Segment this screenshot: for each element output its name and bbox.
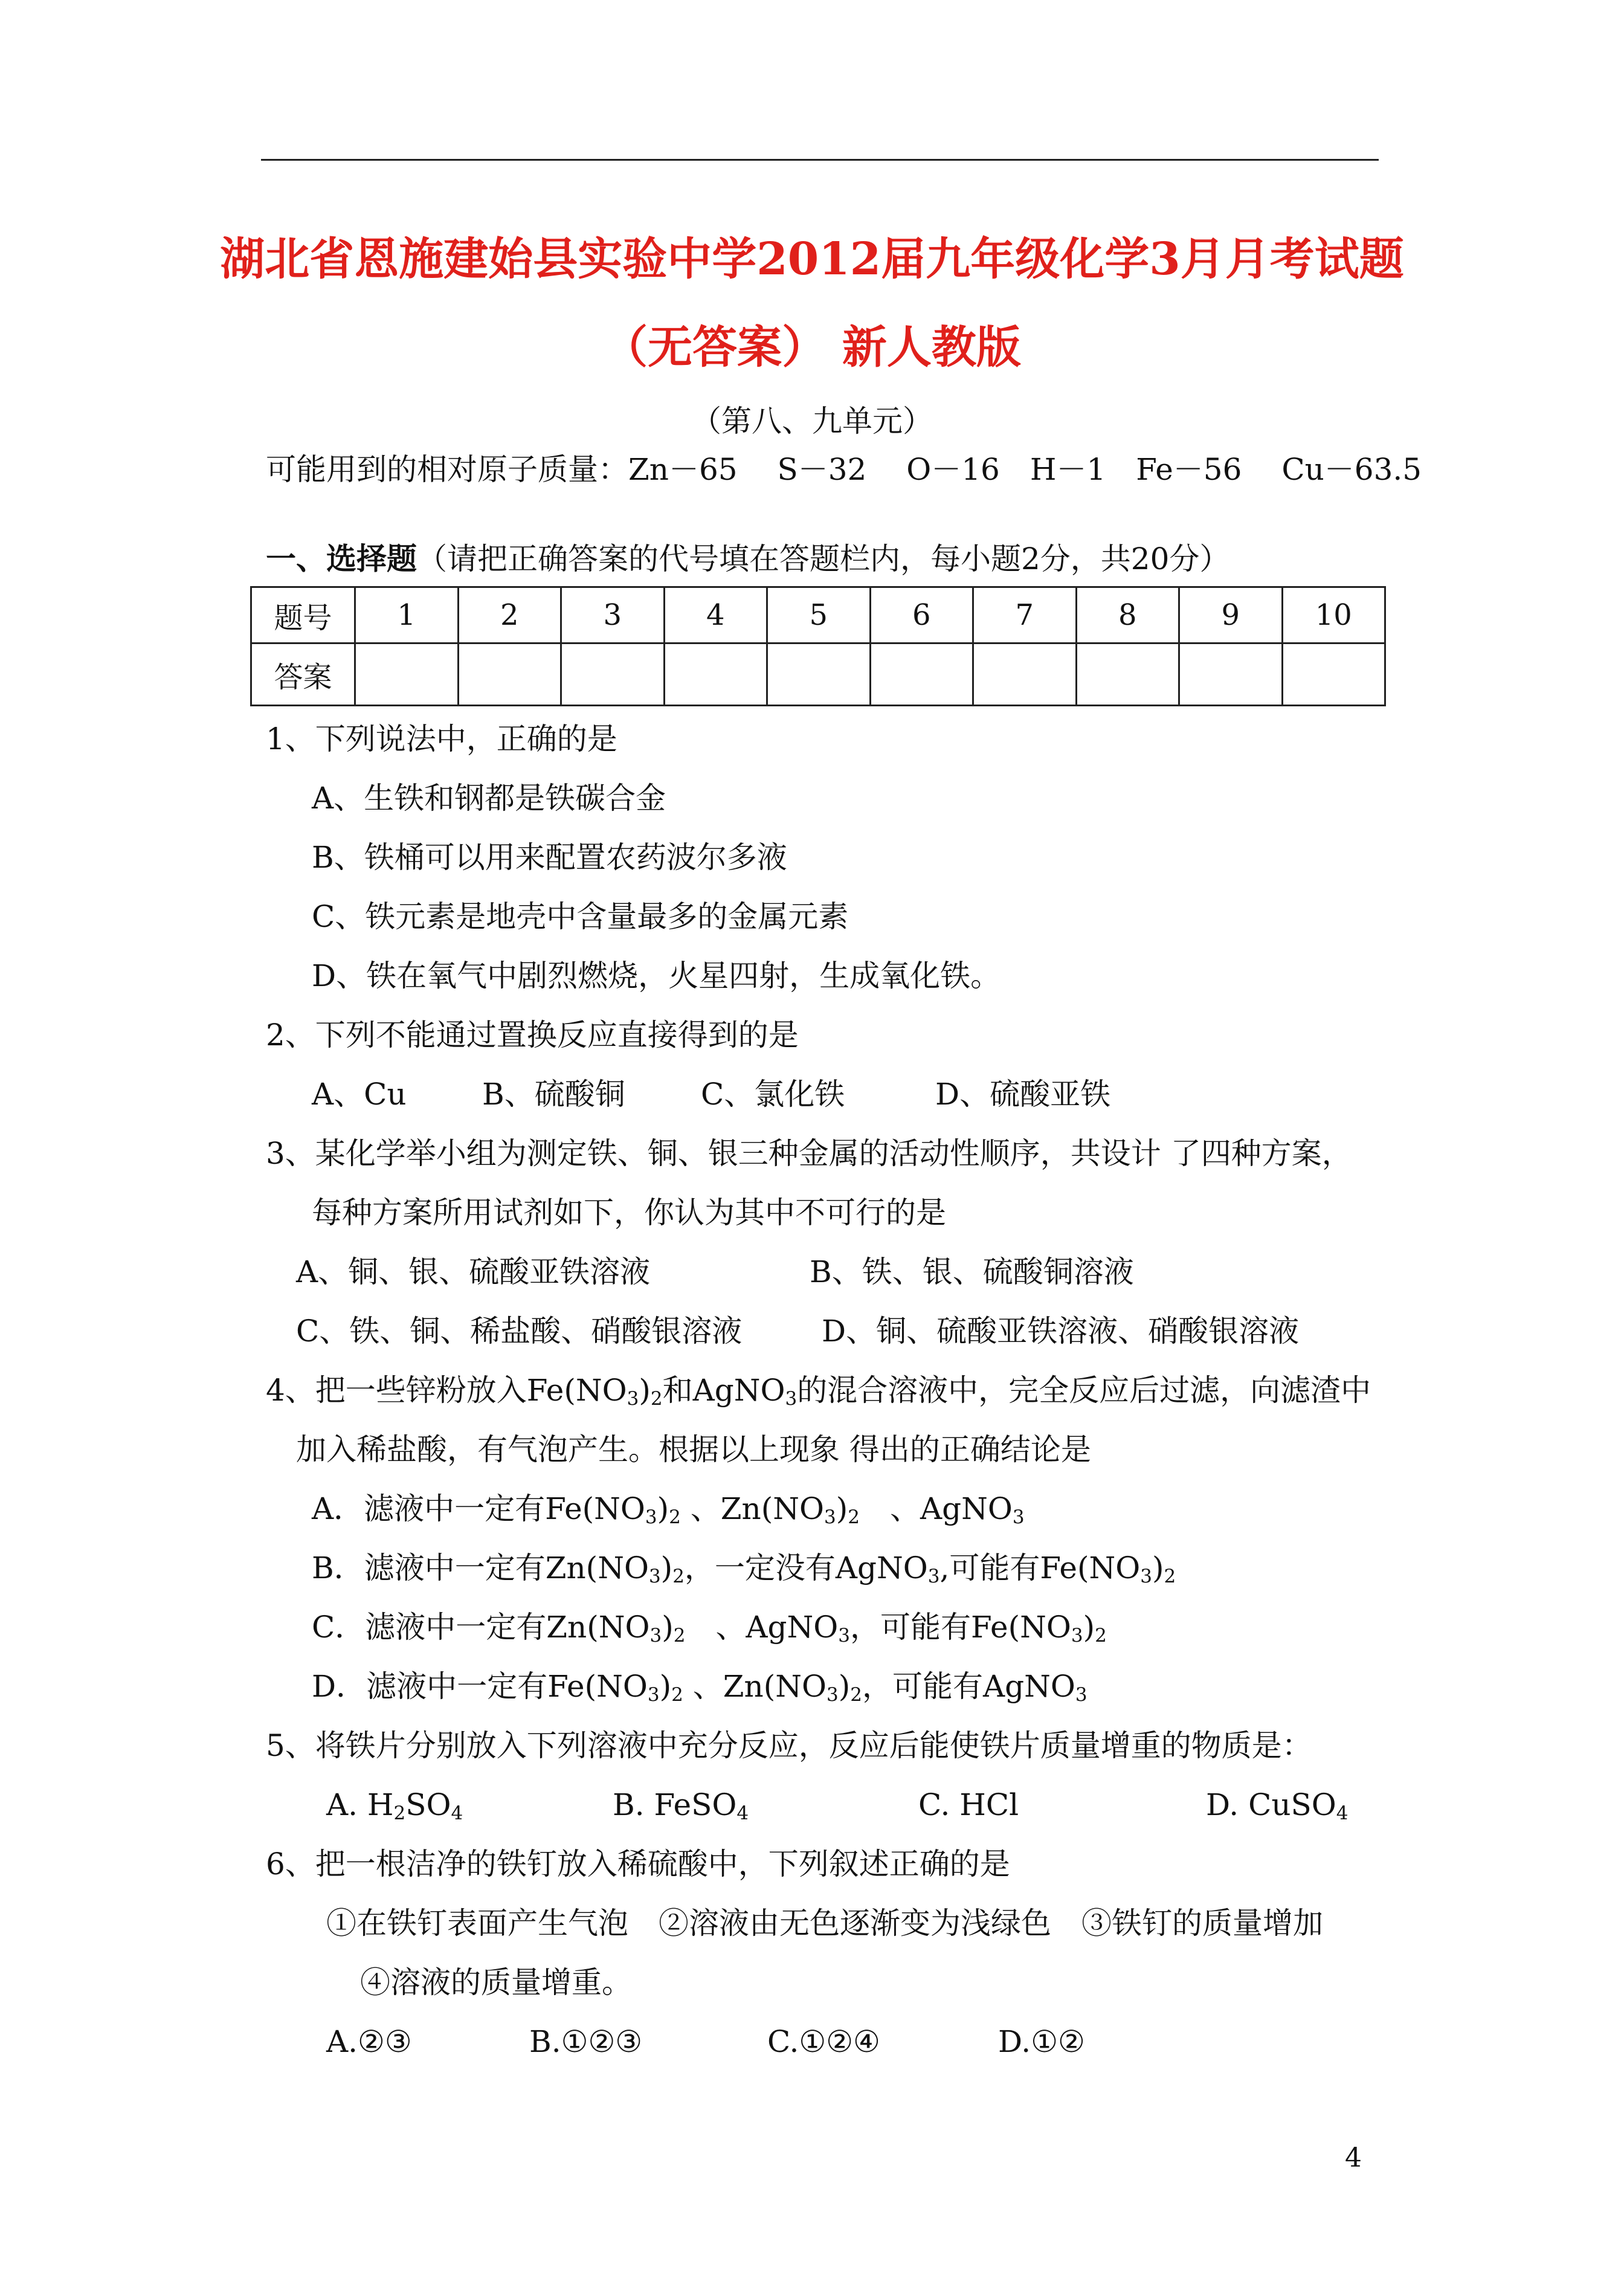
subscript: 3 — [1071, 1624, 1083, 1647]
q6-option-d: D.①② — [998, 2024, 1085, 2059]
q4-text: ，可能有AgNO — [862, 1669, 1075, 1704]
page-number: 4 — [1345, 2143, 1362, 2173]
answer-table-row2-label: 答案 — [251, 643, 355, 706]
q5-option-d — [1206, 1787, 1348, 1824]
answer-table — [250, 586, 1386, 706]
subscript: 2 — [850, 1683, 862, 1706]
subscript: 4 — [736, 1802, 749, 1824]
atomic-mass-line: 可能用到的相对原子质量：Zn－65 S－32 O－16 H－1 Fe－56 Cu－63.5 — [266, 452, 1422, 487]
q4-stem-line1 — [266, 1373, 1371, 1410]
answer-cell[interactable] — [1076, 643, 1179, 706]
q2-option-b: B、硫酸铜 — [482, 1077, 625, 1112]
q4-stem-line2: 加入稀盐酸，有气泡产生。根据以上现象 得出的正确结论是 — [296, 1432, 1091, 1467]
subscript: 2 — [673, 1624, 686, 1647]
question-number-cell: 1 — [355, 587, 459, 643]
subscript: 3 — [648, 1565, 661, 1587]
section1-heading: 一、选择题 — [266, 541, 417, 576]
subscript: 3 — [1012, 1506, 1025, 1528]
q4-option-b — [312, 1550, 1176, 1587]
q2-option-a: A、Cu — [312, 1077, 407, 1112]
q1-stem: 1、下列说法中，正确的是 — [266, 721, 617, 756]
subscript: 2 — [669, 1506, 681, 1528]
q1-option-b: B、铁桶可以用来配置农药波尔多液 — [312, 840, 787, 875]
q3-stem-line1: 3、某化学举小组为测定铁、铜、银三种金属的活动性顺序，共设计 了四种方案， — [266, 1136, 1352, 1171]
q4-text: ，可能有Fe(NO — [850, 1610, 1071, 1645]
q4-text: ,可能有Fe(NO — [939, 1550, 1141, 1585]
q6-option-c: C.①②④ — [767, 2024, 880, 2059]
answer-cell[interactable] — [973, 643, 1077, 706]
q4-text: A．滤液中一定有Fe(NO — [312, 1491, 645, 1526]
q4-text: ) — [639, 1373, 651, 1408]
answer-cell[interactable] — [458, 643, 561, 706]
question-number-cell: 8 — [1076, 587, 1179, 643]
q4-text: ) — [1083, 1610, 1095, 1645]
subscript: 2 — [1095, 1624, 1107, 1647]
question-number-cell: 7 — [973, 587, 1077, 643]
q6-stem: 6、把一根洁净的铁钉放入稀硫酸中，下列叙述正确的是 — [266, 1847, 1010, 1882]
question-number-cell: 4 — [664, 587, 767, 643]
subscript: 3 — [1140, 1565, 1152, 1587]
q4-option-d — [312, 1669, 1088, 1706]
subscript: 3 — [647, 1683, 660, 1706]
unit-subtitle: （第八、九单元） — [691, 404, 933, 439]
document-title-line2: （无答案） 新人教版 — [603, 321, 1021, 373]
question-number-cell: 6 — [870, 587, 973, 643]
q6-option-b: B.①②③ — [529, 2024, 643, 2059]
answer-cell[interactable] — [1179, 643, 1283, 706]
section1-heading-line — [266, 541, 1230, 576]
q4-option-a — [312, 1491, 1025, 1528]
q3-stem-line2: 每种方案所用试剂如下，你认为其中不可行的是 — [312, 1195, 946, 1230]
subscript: 4 — [1336, 1802, 1348, 1824]
document-title-line1: 湖北省恩施建始县实验中学2012届九年级化学3月月考试题 — [220, 233, 1404, 285]
q2-stem: 2、下列不能通过置换反应直接得到的是 — [266, 1018, 799, 1053]
q1-option-a: A、生铁和钢都是铁碳合金 — [312, 781, 666, 816]
q4-text: ) — [836, 1491, 848, 1526]
answer-cell[interactable] — [870, 643, 973, 706]
q5-option-b — [613, 1787, 749, 1824]
subscript: 3 — [838, 1624, 851, 1647]
q4-text: C．滤液中一定有Zn(NO — [312, 1610, 650, 1645]
q4-text: ) — [838, 1669, 851, 1704]
q5-option-c: C. HCl — [918, 1787, 1019, 1822]
q5-text: D. CuSO — [1206, 1787, 1336, 1822]
answer-cell[interactable] — [355, 643, 459, 706]
q5-text: B. FeSO — [613, 1787, 737, 1822]
q4-text: ，一定没有AgNO — [684, 1550, 928, 1585]
q2-option-d: D、硫酸亚铁 — [935, 1077, 1111, 1112]
q4-text: 4、把一些锌粉放入Fe(NO — [266, 1373, 627, 1408]
answer-cell[interactable] — [664, 643, 767, 706]
subscript: 2 — [393, 1802, 406, 1824]
q4-text: ) — [659, 1669, 672, 1704]
q4-text: ) — [657, 1491, 669, 1526]
q2-option-c: C、氯化铁 — [701, 1077, 845, 1112]
q4-text: 、AgNO — [715, 1610, 839, 1645]
q3-option-c: C、铁、铜、稀盐酸、硝酸银溶液 — [296, 1314, 743, 1349]
q4-text: 、Zn(NO — [690, 1491, 824, 1526]
subscript: 2 — [1164, 1565, 1176, 1587]
q4-text: 的混合溶液中，完全反应后过滤，向滤渣中 — [797, 1373, 1371, 1408]
answer-table-header-row — [251, 587, 1385, 643]
subscript: 2 — [671, 1683, 683, 1706]
subscript: 2 — [848, 1506, 860, 1528]
subscript: 3 — [1075, 1683, 1088, 1706]
q4-text: ) — [660, 1550, 673, 1585]
subscript: 2 — [672, 1565, 685, 1587]
answer-cell[interactable] — [1282, 643, 1385, 706]
q6-option-a: A.②③ — [326, 2024, 412, 2059]
q4-text: 和AgNO — [662, 1373, 785, 1408]
q5-option-a — [326, 1787, 463, 1824]
subscript: 3 — [824, 1506, 836, 1528]
q4-option-c — [312, 1610, 1107, 1647]
q5-stem: 5、将铁片分别放入下列溶液中充分反应，反应后能使铁片质量增重的物质是： — [266, 1728, 1312, 1763]
header-rule — [261, 159, 1379, 161]
subscript: 3 — [649, 1624, 662, 1647]
q3-option-b: B、铁、银、硫酸铜溶液 — [810, 1254, 1134, 1289]
answer-table-answer-row — [251, 643, 1385, 706]
subscript: 2 — [650, 1387, 663, 1410]
question-number-cell: 9 — [1179, 587, 1283, 643]
q4-text: 、AgNO — [889, 1491, 1013, 1526]
q4-text: 、Zn(NO — [692, 1669, 826, 1704]
answer-cell[interactable] — [767, 643, 871, 706]
q3-option-d: D、铜、硫酸亚铁溶液、硝酸银溶液 — [822, 1314, 1300, 1349]
subscript: 3 — [785, 1387, 798, 1410]
q5-text: A. H — [326, 1787, 394, 1822]
q1-option-c: C、铁元素是地壳中含量最多的金属元素 — [312, 899, 849, 934]
question-number-cell: 10 — [1282, 587, 1385, 643]
question-number-cell: 5 — [767, 587, 871, 643]
section1-instruction: （请把正确答案的代号填在答题栏内，每小题2分，共20分） — [417, 541, 1230, 576]
subscript: 4 — [451, 1802, 463, 1824]
q4-text: B．滤液中一定有Zn(NO — [312, 1550, 649, 1585]
subscript: 3 — [826, 1683, 839, 1706]
q5-text: SO — [405, 1787, 451, 1822]
q4-text: ) — [662, 1610, 674, 1645]
q6-statements-line2: ④溶液的质量增重。 — [360, 1965, 632, 2000]
answer-table-row1-label: 题号 — [251, 587, 355, 643]
subscript: 3 — [645, 1506, 657, 1528]
q4-text: ) — [1152, 1550, 1164, 1585]
subscript: 3 — [627, 1387, 639, 1410]
q3-option-a: A、铜、银、硫酸亚铁溶液 — [296, 1254, 651, 1289]
q4-text: D．滤液中一定有Fe(NO — [312, 1669, 648, 1704]
question-number-cell: 3 — [561, 587, 665, 643]
q6-statements-line1: ①在铁钉表面产生气泡 ②溶液由无色逐渐变为浅绿色 ③铁钉的质量增加 — [326, 1906, 1323, 1941]
answer-cell[interactable] — [561, 643, 665, 706]
question-number-cell: 2 — [458, 587, 561, 643]
subscript: 3 — [927, 1565, 940, 1587]
q1-option-d: D、铁在氧气中剧烈燃烧，火星四射，生成氧化铁。 — [312, 958, 1001, 993]
